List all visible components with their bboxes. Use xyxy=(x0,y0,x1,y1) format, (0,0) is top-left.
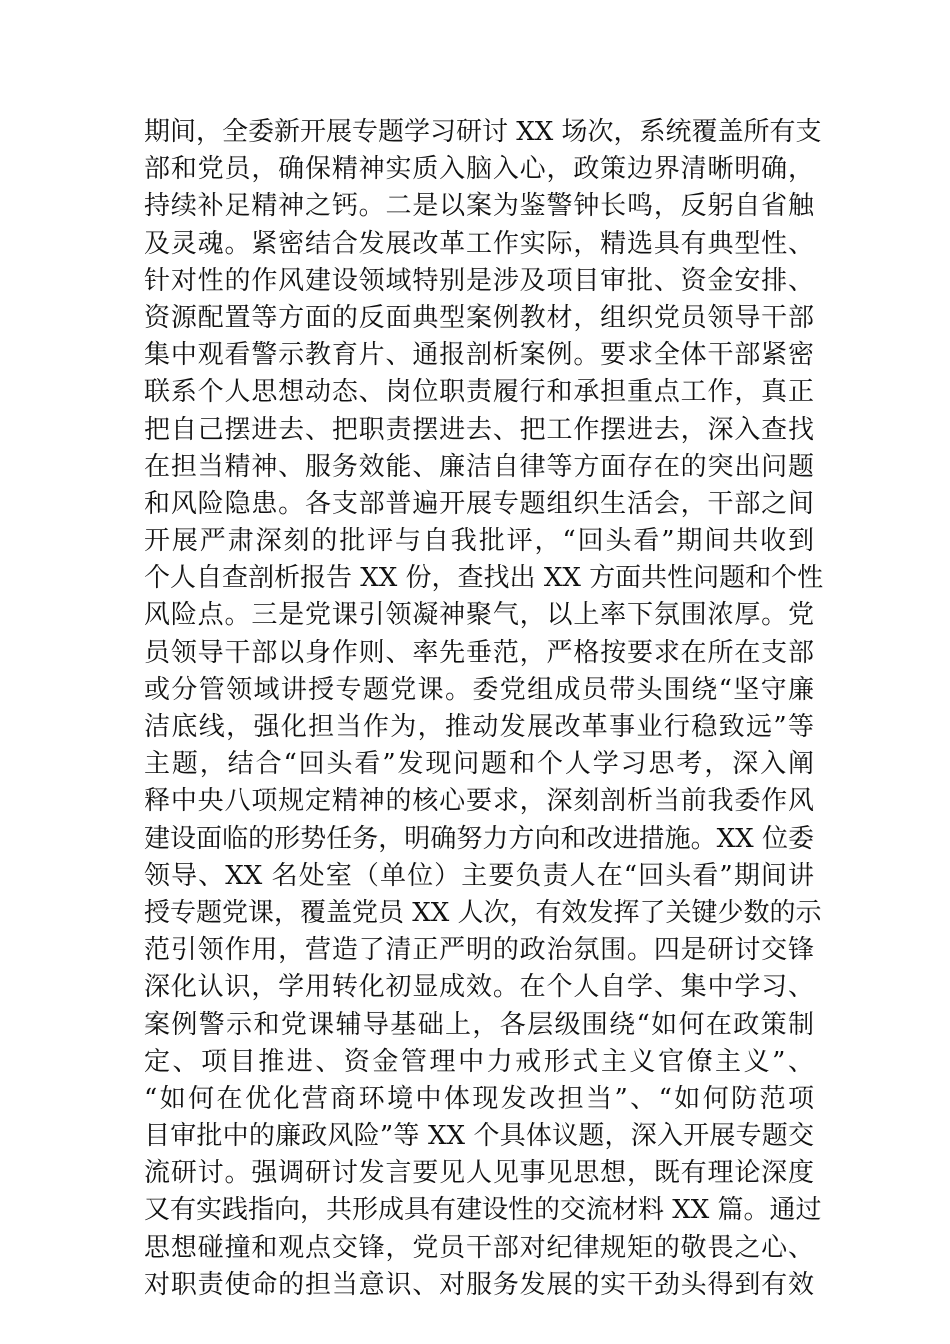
text-line: 或分管领域讲授专题党课。委党组成员带头围绕“坚守廉 xyxy=(144,674,814,705)
text-line: 联系个人思想动态、岗位职责履行和承担重点工作，真正 xyxy=(144,377,814,408)
text-line: 建设面临的形势任务，明确努力方向和改进措施。XX 位委 xyxy=(144,823,814,854)
text-line: 把自己摆进去、把职责摆进去、把工作摆进去，深入查找 xyxy=(144,414,814,445)
text-line: 员领导干部以身作则、率先垂范，严格按要求在所在支部 xyxy=(144,637,814,668)
text-line: 个人自查剖析报告 XX 份，查找出 XX 方面共性问题和个性 xyxy=(144,563,824,594)
text-line: 期间，全委新开展专题学习研讨 XX 场次，系统覆盖所有支 xyxy=(144,117,822,147)
text-line: 定、项目推进、资金管理中力戒形式主义官僚主义”、 xyxy=(144,1046,814,1077)
text-line: 开展严肃深刻的批评与自我批评，“回头看”期间共收到 xyxy=(144,526,814,557)
text-line: 思想碰撞和观点交锋，党员干部对纪律规矩的敬畏之心、 xyxy=(144,1232,814,1263)
text-line: 及灵魂。紧密结合发展改革工作实际，精选具有典型性、 xyxy=(144,228,814,259)
text-line: 资源配置等方面的反面典型案例教材，组织党员领导干部 xyxy=(144,302,814,333)
text-line: 释中央八项规定精神的核心要求，深刻剖析当前我委作风 xyxy=(144,786,814,817)
text-line: 领导、XX 名处室（单位）主要负责人在“回头看”期间讲 xyxy=(144,860,814,891)
text-line: 洁底线，强化担当作为，推动发展改革事业行稳致远”等 xyxy=(144,712,814,742)
text-line: 在担当精神、服务效能、廉洁自律等方面存在的突出问题 xyxy=(144,451,814,482)
text-line: 持续补足精神之钙。二是以案为鉴警钟长鸣，反躬自省触 xyxy=(144,191,814,222)
text-line: 深化认识，学用转化初显成效。在个人自学、集中学习、 xyxy=(144,972,814,1003)
text-line: 部和党员，确保精神实质入脑入心，政策边界清晰明确， xyxy=(144,154,814,185)
body-text xyxy=(144,114,824,1304)
text-line: 对职责使命的担当意识、对服务发展的实干劲头得到有效 xyxy=(144,1269,814,1300)
text-line: 授专题党课，覆盖党员 XX 人次，有效发挥了关键少数的示 xyxy=(144,897,822,928)
text-line: “如何在优化营商环境中体现发改担当”、“如何防范项 xyxy=(144,1083,814,1114)
text-line: 案例警示和党课辅导基础上，各层级围绕“如何在政策制 xyxy=(144,1009,814,1040)
text-line: 流研讨。强调研讨发言要见人见事见思想，既有理论深度 xyxy=(144,1158,814,1189)
text-line: 针对性的作风建设领域特别是涉及项目审批、资金安排、 xyxy=(144,265,814,296)
text-line: 风险点。三是党课引领凝神聚气，以上率下氛围浓厚。党 xyxy=(144,600,814,631)
text-line: 集中观看警示教育片、通报剖析案例。要求全体干部紧密 xyxy=(144,340,814,371)
text-line: 主题，结合“回头看”发现问题和个人学习思考，深入阐 xyxy=(144,749,814,780)
text-line: 又有实践指向，共形成具有建设性的交流材料 XX 篇。通过 xyxy=(144,1195,822,1226)
text-line: 范引领作用，营造了清正严明的政治氛围。四是研讨交锋 xyxy=(144,935,814,966)
text-line: 和风险隐患。各支部普遍开展专题组织生活会，干部之间 xyxy=(144,488,814,519)
text-line: 目审批中的廉政风险”等 XX 个具体议题，深入开展专题交 xyxy=(144,1121,814,1152)
